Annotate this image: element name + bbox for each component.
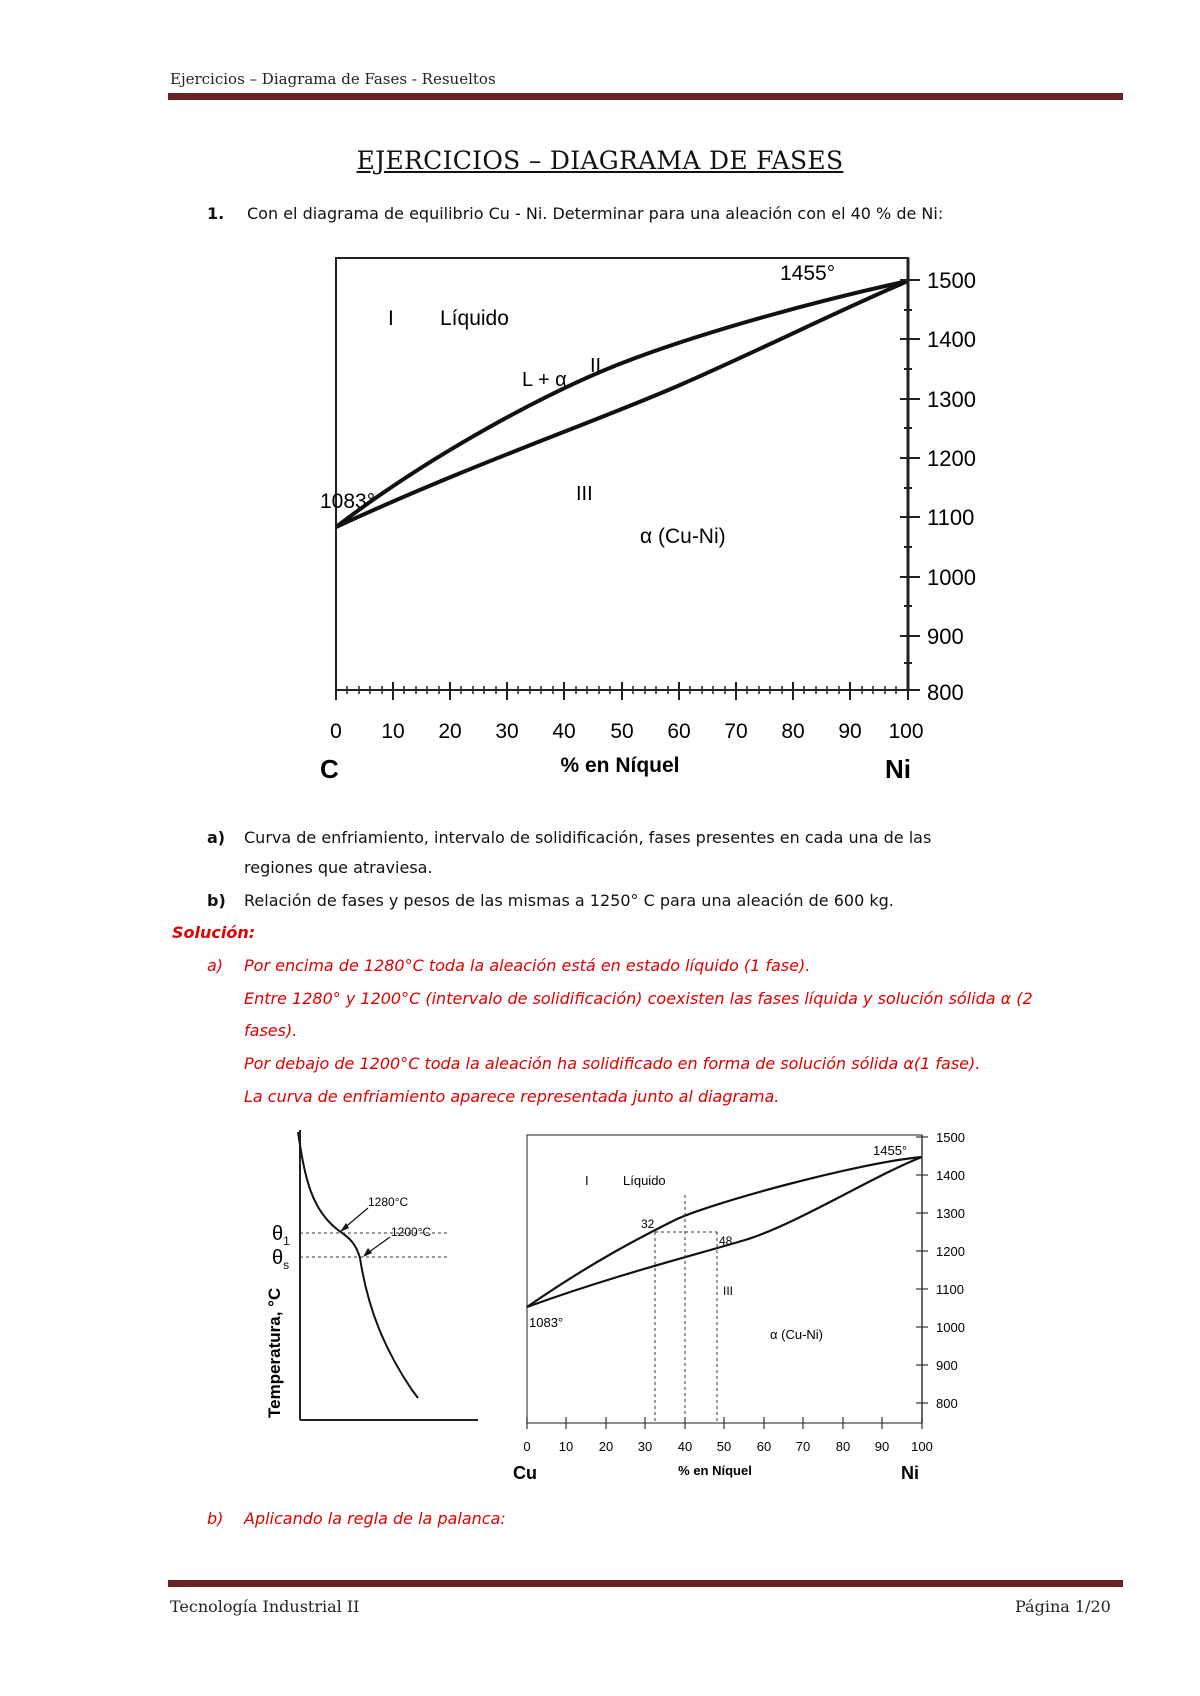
svg-text:1400: 1400 bbox=[936, 1168, 965, 1183]
right-element-label: Ni bbox=[885, 754, 911, 784]
svg-text:1200: 1200 bbox=[927, 446, 976, 471]
svg-text:70: 70 bbox=[795, 1439, 811, 1454]
item-b-label: b) bbox=[207, 891, 226, 910]
phase-diagram-lever bbox=[505, 1115, 1025, 1485]
svg-text:0: 0 bbox=[523, 1439, 531, 1454]
solution-a-line5: La curva de enfriamiento aparece representada junto al diagrama. bbox=[244, 1087, 780, 1106]
phase-diagram-main bbox=[300, 250, 976, 790]
svg-text:1500: 1500 bbox=[927, 268, 976, 293]
svg-text:20: 20 bbox=[438, 720, 462, 743]
region-1-label: I bbox=[388, 307, 394, 330]
svg-text:80: 80 bbox=[781, 720, 805, 743]
region-3-label: III bbox=[576, 483, 593, 505]
left-element-label: C bbox=[320, 754, 339, 784]
plot2-region-liquid-label: Líquido bbox=[623, 1173, 666, 1188]
solution-a-line1: Por encima de 1280°C toda la aleación está en estado líquido (1 fase). bbox=[244, 956, 811, 975]
page-number: Página 1/20 bbox=[1015, 1597, 1111, 1616]
svg-text:1100: 1100 bbox=[936, 1282, 964, 1297]
svg-text:1100: 1100 bbox=[927, 505, 975, 530]
solution-heading: Solución: bbox=[172, 923, 256, 942]
melting-point-ni-label: 1455° bbox=[780, 262, 836, 285]
item-a-label: a) bbox=[207, 828, 226, 847]
running-header: Ejercicios – Diagrama de Fases - Resueltos bbox=[170, 70, 496, 88]
svg-text:900: 900 bbox=[927, 624, 964, 649]
x-tick-labels bbox=[330, 720, 923, 743]
solidus-curve bbox=[336, 281, 908, 527]
svg-text:20: 20 bbox=[598, 1439, 614, 1454]
cooling-curve-line bbox=[298, 1132, 418, 1398]
theta-s-label: $\theta_s$ bbox=[272, 1247, 290, 1272]
item-a-line2: regiones que atraviesa. bbox=[244, 858, 433, 877]
y-axis-ticks bbox=[900, 280, 920, 690]
item-a-line1: Curva de enfriamiento, intervalo de solidificación, fases presentes en cada una de las bbox=[244, 828, 932, 847]
plot2-region-3-label: III bbox=[723, 1284, 734, 1298]
lever-left-label: 32 bbox=[641, 1217, 655, 1231]
region-l-alpha-label: L + α bbox=[522, 369, 567, 391]
question-number: 1. bbox=[207, 204, 225, 223]
plot2-region-1-label: I bbox=[585, 1173, 589, 1188]
y-tick-labels bbox=[927, 268, 976, 705]
svg-text:60: 60 bbox=[667, 720, 691, 743]
svg-text:40: 40 bbox=[552, 720, 576, 743]
plot2-x-tick-labels bbox=[523, 1439, 932, 1454]
svg-text:60: 60 bbox=[756, 1439, 772, 1454]
footer-rule bbox=[168, 1580, 1123, 1587]
svg-text:0: 0 bbox=[330, 720, 342, 743]
svg-text:90: 90 bbox=[838, 720, 862, 743]
svg-text:10: 10 bbox=[381, 720, 405, 743]
svg-text:1200: 1200 bbox=[936, 1244, 965, 1259]
solution-a-line3: fases). bbox=[244, 1021, 298, 1040]
plot2-x-axis-label: % en Níquel bbox=[678, 1463, 752, 1478]
svg-text:900: 900 bbox=[936, 1358, 958, 1373]
plot2-right-element-label: Ni bbox=[901, 1463, 919, 1483]
svg-text:1300: 1300 bbox=[927, 387, 976, 412]
page-title: EJERCICIOS – DIAGRAMA DE FASES bbox=[356, 146, 844, 175]
svg-text:100: 100 bbox=[888, 720, 924, 743]
label-1280: 1280°C bbox=[368, 1195, 409, 1209]
svg-text:10: 10 bbox=[558, 1439, 574, 1454]
question-text: Con el diagrama de equilibrio Cu - Ni. Determinar para una aleación con el 40 % de Ni: bbox=[247, 204, 944, 223]
svg-text:50: 50 bbox=[610, 720, 634, 743]
solution-b-text: Aplicando la regla de la palanca: bbox=[244, 1509, 506, 1528]
solution-a-line4: Por debajo de 1200°C toda la aleación ha solidificado en forma de solución sólida α(1 fase). bbox=[244, 1054, 981, 1073]
svg-text:30: 30 bbox=[637, 1439, 653, 1454]
lever-right-label: 48 bbox=[719, 1234, 733, 1248]
svg-text:70: 70 bbox=[724, 720, 748, 743]
footer-left: Tecnología Industrial II bbox=[170, 1597, 360, 1616]
solution-a-label: a) bbox=[207, 956, 224, 975]
temperature-axis-label: Temperatura, °C bbox=[265, 1287, 284, 1418]
item-b-line1: Relación de fases y pesos de las mismas a 1250° C para una aleación de 600 kg. bbox=[244, 891, 894, 910]
melting-point-cu-label: 1083° bbox=[320, 490, 376, 513]
svg-text:50: 50 bbox=[716, 1439, 732, 1454]
svg-text:30: 30 bbox=[495, 720, 519, 743]
svg-text:800: 800 bbox=[927, 680, 964, 705]
x-axis-label: % en Níquel bbox=[560, 754, 680, 777]
svg-text:40: 40 bbox=[677, 1439, 693, 1454]
svg-text:80: 80 bbox=[835, 1439, 851, 1454]
plot2-y-tick-labels bbox=[936, 1130, 965, 1411]
svg-text:1500: 1500 bbox=[936, 1130, 965, 1145]
plot-frame bbox=[336, 258, 908, 690]
region-liquid-label: Líquido bbox=[440, 307, 509, 330]
svg-text:1300: 1300 bbox=[936, 1206, 965, 1221]
lever-construction-lines bbox=[655, 1195, 717, 1423]
svg-text:100: 100 bbox=[911, 1439, 933, 1454]
label-1200: 1200°C bbox=[391, 1225, 432, 1239]
plot2-region-alpha-label: α (Cu-Ni) bbox=[770, 1327, 824, 1342]
theta-1-label: $\theta_1$ bbox=[272, 1223, 290, 1248]
region-2-label: II bbox=[590, 355, 602, 377]
header-rule bbox=[168, 93, 1123, 100]
svg-text:1000: 1000 bbox=[936, 1320, 965, 1335]
solution-b-label: b) bbox=[207, 1509, 224, 1528]
svg-text:1000: 1000 bbox=[927, 565, 976, 590]
arrow-1280-head bbox=[340, 1223, 349, 1232]
plot2-melting-ni-label: 1455° bbox=[873, 1143, 908, 1158]
svg-text:800: 800 bbox=[936, 1396, 958, 1411]
cooling-curve bbox=[250, 1120, 490, 1460]
solution-a-line2: Entre 1280° y 1200°C (intervalo de solidificación) coexisten las fases líquida y solución sólida α (2 bbox=[244, 989, 1033, 1008]
svg-text:90: 90 bbox=[874, 1439, 890, 1454]
svg-text:1400: 1400 bbox=[927, 327, 976, 352]
plot2-left-element-label: Cu bbox=[513, 1463, 537, 1483]
arrow-1200-head bbox=[363, 1248, 372, 1257]
plot2-melting-cu-label: 1083° bbox=[529, 1315, 564, 1330]
region-alpha-label: α (Cu-Ni) bbox=[640, 525, 726, 548]
